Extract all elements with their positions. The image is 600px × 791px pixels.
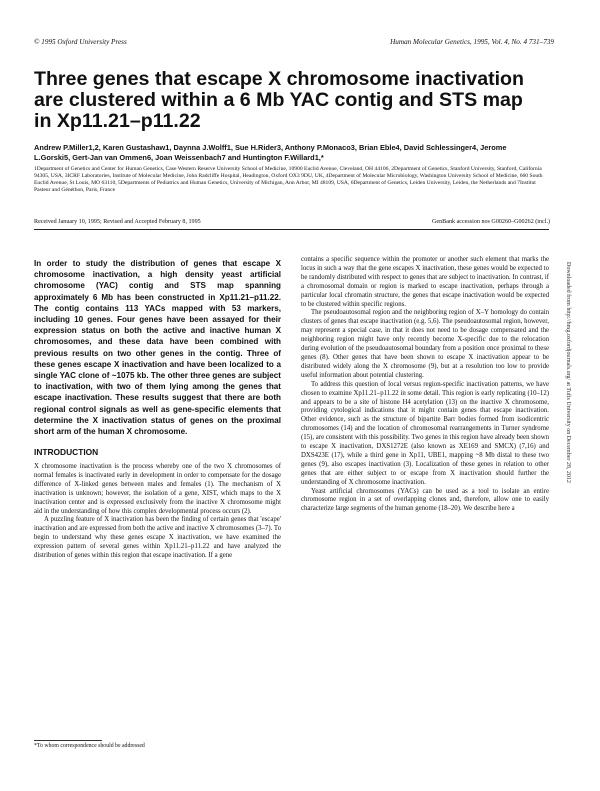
genbank-accession: GenBank accession nos G00260–G00262 (incl.) bbox=[432, 219, 550, 225]
paragraph: X chromosome inactivation is the process whereby one of the two X chromosomes of normal females is inactivated early in development in order to compensate for the dosage difference of X-linked genes between males and females (1). The mechanism of X inactivation is unknown; however, the isolation of a gene, XIST, which maps to the X inactivation center and is expressed exclusively from the inactive X chromosome might aid in the understanding of how this complex developmental process occurs (2). bbox=[34, 463, 281, 515]
left-column-body bbox=[34, 463, 281, 561]
paragraph: To address this question of local versus region-specific inactivation patterns, we have chosen to examine Xp11.21–p11.22 in some detail. This region is early replicating (10–12) and appears to be a site of histone H4 acetylation (13) on the inactive X chromosome, providing cytological indications that it might contain genes that escape inactivation. Other evidence, such as the structure of bipartite Barr bodies formed from isodicentric chromosomes (14) and the location of chromosomal rearrangements in Turner syndrome (15), are consistent with this possibility. Two genes in this region have already been shown to escape X inactivation, DXS1272E (also known as XE169 and SMCX) (7,16) and DXS423E (17), while a third gene in Xp11, UBE1, mapping ~8 Mb distal to these two genes (9), also escapes inactivation (3). Localization of these genes in relation to other genes that are either subject to or escape from X inactivation should further the understanding of X chromosome inactivation. bbox=[301, 380, 549, 486]
received-dates: Received January 10, 1995; Revised and Accepted February 8, 1995 bbox=[34, 219, 201, 225]
section-heading-introduction: INTRODUCTION bbox=[34, 447, 99, 457]
footnote: *To whom correspondence should be addressed bbox=[34, 743, 145, 749]
right-column-body bbox=[301, 256, 549, 514]
running-header-left: © 1995 Oxford University Press bbox=[34, 38, 127, 46]
paragraph: A puzzling feature of X inactivation has been the finding of certain genes that 'escape' inactivation and are expressed from both the active and inactive X chromosomes (3–7). To begin to understand why these genes escape X inactivation, we have examined the expression pattern of several genes within Xp11.21–p11.22 and have analyzed the distribution of genes within this region that escape inactivation. If a gene bbox=[34, 516, 281, 560]
footnote-rule bbox=[34, 740, 102, 741]
download-watermark: Downloaded from http://hmg.oxfordjournals.org/ at Tufts University on December 28, 2012 bbox=[565, 262, 571, 483]
paper-title: Three genes that escape X chromosome inactivation are clustered within a 6 Mb YAC contig and STS map in Xp11.21–p11.22 bbox=[34, 68, 524, 132]
paragraph: The pseudoautosomal region and the neighboring region of X–Y homology do contain clusters of genes that escape inactivation (e.g. 5,6). The pseudoautosomal region, however, may represent a special case, in that it does not need to be dosage compensated and the neighboring region might have only recently become X-specific due to the relocation during evolution of the pseudoautosomal boundary from a position once proximal to these genes (8). Other genes that have been shown to escape X inactivation appear to be distributed widely along the X chromosome (9), but at a resolution too low to provide useful information about potential clustering. bbox=[301, 309, 549, 379]
header-rule bbox=[34, 229, 549, 230]
running-header-right: Human Molecular Genetics, 1995, Vol. 4, No. 4 731–739 bbox=[390, 38, 554, 46]
abstract: In order to study the distribution of genes that escape X chromosome inactivation, a high density yeast artificial chromosome (YAC) contig and STS map spanning approximately 6 Mb has been constructed in Xp11.21–p11.22. The contig contains 113 YACs mapped with 53 markers, including 10 genes. Four genes have been assayed for their expression status on both the active and inactive human X chromosomes, and these data have been combined with previous results on two other genes in the contig. Three of these genes escape X inactivation and have been localized to a single YAC clone of ~1075 kb. The other three genes are subject to inactivation, with two of them lying among the genes that escape inactivation. These results suggest that there are both regional control signals as well as gene-specific elements that determine the X inactivation status of genes on the proximal short arm of the human X chromosome. bbox=[34, 259, 281, 437]
paragraph: Yeast artificial chromosomes (YACs) can be used as a tool to isolate an entire chromosome region in a set of overlapping clones and, therefore, allow one to easily characterize large segments of the human genome (18–20). We describe here a bbox=[301, 487, 549, 513]
paragraph: contains a specific sequence within the promoter or another such element that marks the locus in such a way that the gene escapes X inactivation, these genes would be expected to be randomly distributed with respect to genes that are subject to inactivation. In contrast, if a chromosomal domain or region is marked to escape inactivation, perhaps through a particular local chromatin structure, the genes that escape inactivation would be expected to be clustered within specific regions. bbox=[301, 256, 549, 308]
author-list: Andrew P.Miller1,2, Karen Gustashaw1, Daynna J.Wolff1, Sue H.Rider3, Anthony P.Monaco3, Brian Eble4, David Schlessinger4, Jerome L.Gorski5, Gert-Jan van Ommen6, Joan Weissenbach7 and Huntington F.Willard1,* bbox=[34, 143, 507, 162]
affiliations: 1Department of Genetics and Center for Human Genetics, Case Western Reserve University School of Medicine, 10900 Euclid Avenue, Cleveland, OH 44106, 2Department of Genetics, Stanford University, Stanford, California 94305, USA, 3ICRF Laboratories, Institute of Molecular Medicine, John Radcliffe Hospital, Headington, Oxford OX3 9DU, UK, 4Department of Molecular Microbiology, Washington University School of Medicine, 660 South Euclid Avenue, St Louis, MO 63110, 5Departments of Pediatrics and Human Genetics, University of Michigan, Ann Arbor, MI 48109, USA, 6Department of Genetics, Leiden University, Leiden, the Netherlands and 7Institut Pasteur and Généthon, Paris, France bbox=[34, 166, 543, 193]
